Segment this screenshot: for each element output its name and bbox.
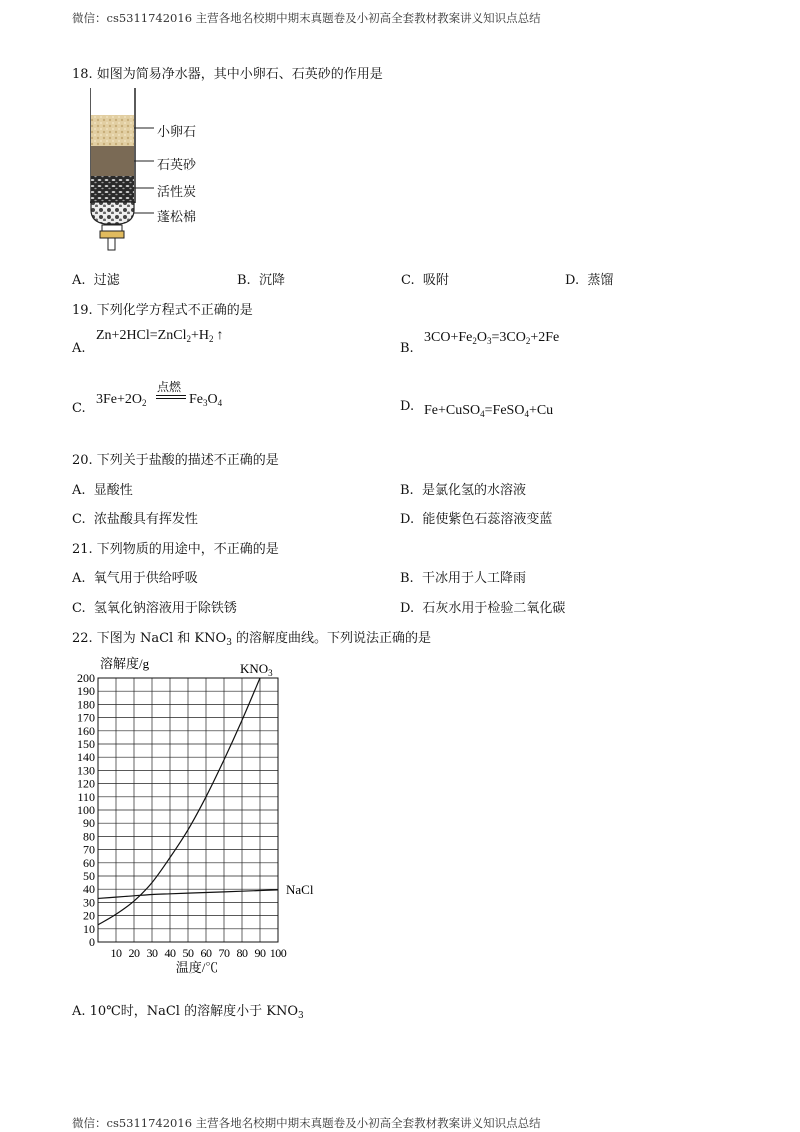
q19-option-a-letter[interactable]: A.: [72, 341, 86, 356]
question-20-stem: 20. 下列关于盐酸的描述不正确的是: [72, 453, 279, 468]
series-line-kno3: [98, 678, 260, 925]
y-tick-label: 140: [77, 750, 95, 765]
label-quartz-sand: 石英砂: [157, 158, 197, 173]
y-tick-label: 190: [77, 684, 95, 699]
q20-option-c[interactable]: C. 浓盐酸具有挥发性: [72, 512, 198, 527]
solubility-chart: [60, 650, 380, 990]
question-18-stem: 18. 如图为简易净水器，其中小卵石、石英砂的作用是: [72, 67, 383, 82]
water-filter-diagram: [90, 88, 220, 258]
y-tick-label: 170: [77, 710, 95, 725]
activated-carbon-layer: [91, 176, 134, 202]
question-19-stem: 19. 下列化学方程式不正确的是: [72, 303, 253, 318]
question-22-stem: 22. 下图为 NaCl 和 $KNO_3$ 的溶解度曲线。下列说法正确的是: [72, 631, 432, 648]
q22-option-a[interactable]: A. 10℃时，NaCl 的溶解度小于 $KNO_3$: [72, 1004, 304, 1021]
y-tick-label: 20: [83, 908, 95, 923]
label-cotton: 蓬松棉: [157, 210, 197, 225]
y-tick-label: 60: [83, 855, 95, 870]
y-tick-label: 200: [77, 671, 95, 685]
y-axis-label: 溶解度/g: [100, 656, 150, 671]
x-axis-label: 温度/℃: [175, 960, 219, 975]
q19-option-c-equation[interactable]: $3Fe+2O_2$: [96, 392, 147, 408]
q19-option-d-equation[interactable]: Fe+CuSO$_4$=FeSO$_4$+Cu: [424, 403, 554, 419]
label-activated-carbon: 活性炭: [157, 185, 197, 200]
y-tick-label: 130: [77, 763, 95, 778]
q21-option-c[interactable]: C. 氢氧化钠溶液用于除铁锈: [72, 601, 237, 616]
reaction-condition: 点燃: [157, 380, 182, 394]
q20-option-b[interactable]: B. 是氯化氢的水溶液: [400, 483, 526, 498]
y-tick-label: 120: [77, 776, 95, 791]
q21-option-d[interactable]: D. 石灰水用于检验二氧化碳: [400, 601, 566, 616]
q19-option-b-equation[interactable]: $3CO+Fe_2O_3=3CO_2+2Fe$: [424, 330, 560, 346]
question-21-stem: 21. 下列物质的用途中，不正确的是: [72, 542, 279, 557]
y-tick-label: 30: [83, 895, 95, 910]
equals-line-bottom: [156, 398, 186, 400]
y-tick-label: 90: [83, 816, 95, 831]
y-tick-label: 80: [83, 829, 95, 844]
quartz-sand-layer: [91, 146, 134, 176]
x-tick-label: 90: [254, 946, 266, 960]
cotton-layer: [91, 202, 134, 224]
x-tick-label: 20: [128, 946, 140, 960]
q19-option-c-letter[interactable]: C.: [72, 401, 86, 416]
q18-option-a[interactable]: A. 过滤: [72, 273, 120, 288]
q19-option-a-equation[interactable]: $Zn+2HCl=ZnCl_2+H_2$ ↑: [96, 328, 224, 344]
series-label-kno3: $KNO_3$: [240, 661, 273, 678]
q18-option-c[interactable]: C. 吸附: [401, 273, 449, 288]
equals-line-top: [156, 395, 186, 397]
x-tick-label: 30: [146, 946, 158, 960]
q21-option-a[interactable]: A. 氧气用于供给呼吸: [72, 571, 198, 586]
x-tick-label: 70: [218, 946, 230, 960]
x-tick-label: 50: [182, 946, 194, 960]
y-tick-label: 100: [77, 803, 95, 817]
q19-option-c-product: $Fe_3O_4$: [189, 392, 223, 408]
y-tick-label: 150: [77, 737, 95, 751]
q18-option-b[interactable]: B. 沉降: [237, 273, 285, 288]
y-tick-label: 160: [77, 723, 95, 738]
series-label-nacl: NaCl: [286, 881, 314, 897]
label-pebbles: 小卵石: [157, 125, 197, 140]
x-tick-label: 60: [200, 946, 212, 960]
x-tick-label: 10: [110, 946, 122, 960]
y-tick-label: 40: [83, 882, 95, 897]
y-tick-label: 70: [83, 842, 95, 857]
page-footer: 微信：cs5311742016 主营各地名校期中期末真题卷及小初高全套教材教案讲义知识点总结: [72, 1116, 541, 1130]
x-tick-label: 100: [269, 946, 287, 960]
q18-option-d[interactable]: D. 蒸馏: [565, 273, 614, 288]
x-tick-label: 40: [164, 946, 176, 960]
pebble-layer: [91, 115, 134, 146]
x-tick-label: 80: [236, 946, 248, 960]
q20-option-d[interactable]: D. 能使紫色石蕊溶液变蓝: [400, 512, 553, 527]
q19-option-d-letter[interactable]: D.: [400, 399, 415, 414]
y-tick-label: 0: [89, 935, 95, 949]
q20-option-a[interactable]: A. 显酸性: [72, 483, 133, 498]
y-tick-label: 180: [77, 697, 95, 712]
page-header: 微信：cs5311742016 主营各地名校期中期末真题卷及小初高全套教材教案讲义知识点总结: [72, 11, 541, 25]
q19-option-b-letter[interactable]: B.: [400, 341, 414, 356]
y-tick-label: 10: [83, 921, 95, 936]
y-tick-label: 110: [77, 789, 95, 804]
y-tick-label: 50: [83, 869, 95, 883]
q21-option-b[interactable]: B. 干冰用于人工降雨: [400, 571, 526, 586]
